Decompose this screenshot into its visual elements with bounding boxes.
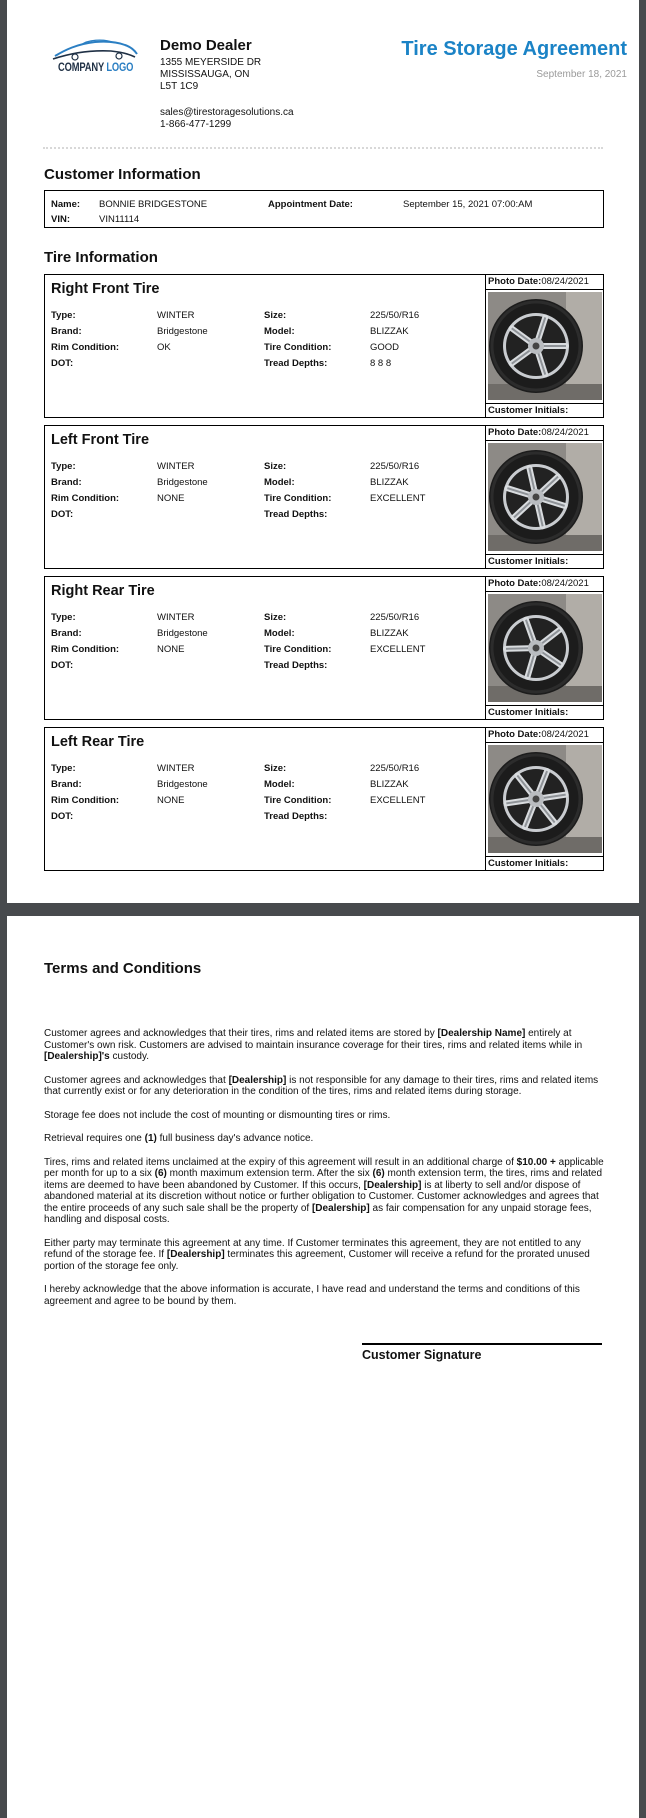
tread-depths: 8 8 8 <box>370 358 392 369</box>
customer-initials-label: Customer Initials: <box>486 705 604 719</box>
tire-condition-label: Tire Condition: <box>264 493 332 504</box>
rim-condition: NONE <box>157 644 185 655</box>
tire-size: 225/50/R16 <box>370 763 420 774</box>
terms-title: Terms and Conditions <box>44 960 202 977</box>
photo-date-value: 08/24/2021 <box>541 729 589 740</box>
terms-paragraph: Retrieval requires one (1) full business day's advance notice. <box>44 1133 314 1144</box>
rim-condition-label: Rim Condition: <box>51 795 120 806</box>
dealer-email: sales@tirestoragesolutions.ca <box>160 107 294 118</box>
tire-photo <box>488 443 602 551</box>
appointment-label: Appointment Date: <box>268 199 353 210</box>
document-page-2 <box>7 916 639 1818</box>
logo-word-logo: LOGO <box>106 60 134 74</box>
logo-word-company: COMPANY <box>58 60 104 74</box>
tire-condition-label: Tire Condition: <box>264 795 332 806</box>
terms-paragraph: I hereby acknowledge that the above information is accurate, I have read and understand the terms and conditions of this agreement and agree to be bound by them. <box>44 1284 580 1307</box>
customer-signature-label: Customer Signature <box>362 1348 482 1362</box>
model-label: Model: <box>264 477 295 488</box>
size-label: Size: <box>264 763 287 774</box>
type-label: Type: <box>51 461 76 472</box>
customer-section-title: Customer Information <box>44 166 201 183</box>
header-divider <box>43 147 603 149</box>
model-label: Model: <box>264 779 295 790</box>
type-label: Type: <box>51 310 76 321</box>
appointment-date: September 15, 2021 07:00:AM <box>403 199 533 210</box>
dot-label: DOT: <box>51 811 74 822</box>
terms-paragraph: Either party may terminate this agreement at any time. If Customer terminates this agreement, they are not entitled to any refund of the storage fee. If [Dealership] terminates this agreement, Customer will receive a refund for the prorated unused portion of the storage fee only. <box>44 1237 590 1272</box>
rim-condition-label: Rim Condition: <box>51 342 120 353</box>
customer-vin: VIN11114 <box>99 214 140 225</box>
tire-condition: EXCELLENT <box>370 644 426 655</box>
terms-paragraph: Storage fee does not include the cost of mounting or dismounting tires or rims. <box>44 1109 391 1121</box>
brand-label: Brand: <box>51 779 82 790</box>
tire-model: BLIZZAK <box>370 628 409 639</box>
document-page-1 <box>7 0 639 903</box>
photo-date <box>486 275 604 290</box>
rim-condition: NONE <box>157 795 185 806</box>
tire-size: 225/50/R16 <box>370 461 420 472</box>
photo-date-value: 08/24/2021 <box>541 578 589 589</box>
tire-card <box>44 274 604 418</box>
customer-info-box <box>44 190 604 228</box>
size-label: Size: <box>264 310 287 321</box>
tire-size: 225/50/R16 <box>370 310 420 321</box>
photo-date-label: Photo Date: <box>488 729 542 740</box>
document-date: September 18, 2021 <box>536 69 627 80</box>
tire-type: WINTER <box>157 461 195 472</box>
tire-brand: Bridgestone <box>157 477 208 488</box>
customer-initials-label: Customer Initials: <box>486 403 604 417</box>
vin-label: VIN: <box>51 214 70 225</box>
tire-name: Left Front Tire <box>51 432 150 448</box>
terms-body <box>44 1028 609 1319</box>
tire-photo <box>488 745 602 853</box>
photo-date-label: Photo Date: <box>488 578 542 589</box>
car-logo-icon <box>51 36 141 62</box>
tread-depths-label: Tread Depths: <box>264 660 328 671</box>
tire-model: BLIZZAK <box>370 779 409 790</box>
rim-condition-label: Rim Condition: <box>51 644 120 655</box>
tire-type: WINTER <box>157 763 195 774</box>
dot-label: DOT: <box>51 358 74 369</box>
logo-text <box>58 60 133 74</box>
dealer-address-line1: 1355 MEYERSIDE DR <box>160 57 262 68</box>
photo-date <box>486 728 604 743</box>
tread-depths-label: Tread Depths: <box>264 358 328 369</box>
type-label: Type: <box>51 763 76 774</box>
tire-card <box>44 727 604 871</box>
tire-model: BLIZZAK <box>370 326 409 337</box>
rim-condition-label: Rim Condition: <box>51 493 120 504</box>
photo-date-label: Photo Date: <box>488 427 542 438</box>
photo-date-value: 08/24/2021 <box>541 276 589 287</box>
photo-date <box>486 577 604 592</box>
terms-paragraph: Customer agrees and acknowledges that their tires, rims and related items are stored by [Dealership Name] entirely at Customer's own risk. Customers are advised to maintain insurance coverage for their tires, rims and related items while in [Dealership]'s custody. <box>44 1028 583 1062</box>
tire-name: Right Rear Tire <box>51 583 155 599</box>
company-logo <box>51 36 141 78</box>
brand-label: Brand: <box>51 326 82 337</box>
tire-type: WINTER <box>157 612 195 623</box>
tire-model: BLIZZAK <box>370 477 409 488</box>
rim-condition: NONE <box>157 493 185 504</box>
tire-condition-label: Tire Condition: <box>264 644 332 655</box>
dealer-address-line2: MISSISSAUGA, ON <box>160 69 250 80</box>
tread-depths-label: Tread Depths: <box>264 509 328 520</box>
name-label: Name: <box>51 199 81 210</box>
size-label: Size: <box>264 461 287 472</box>
tire-brand: Bridgestone <box>157 779 208 790</box>
tire-type: WINTER <box>157 310 195 321</box>
tire-condition: EXCELLENT <box>370 795 426 806</box>
rim-condition: OK <box>157 342 171 353</box>
photo-date-value: 08/24/2021 <box>541 427 589 438</box>
dealer-phone: 1-866-477-1299 <box>160 119 232 130</box>
tire-brand: Bridgestone <box>157 326 208 337</box>
terms-paragraph: Customer agrees and acknowledges that [Dealership] is not responsible for any damage to their tires, rims and related items that currently exist or for any deterioration in the condition of the tires, rims and related items during storage. <box>44 1074 599 1097</box>
dealer-address-line3: L5T 1C9 <box>160 81 199 92</box>
tire-name: Right Front Tire <box>51 281 160 297</box>
tire-condition-label: Tire Condition: <box>264 342 332 353</box>
model-label: Model: <box>264 326 295 337</box>
customer-initials-label: Customer Initials: <box>486 554 604 568</box>
tire-name: Left Rear Tire <box>51 734 145 750</box>
dot-label: DOT: <box>51 660 74 671</box>
tire-section-title: Tire Information <box>44 249 158 266</box>
dealer-name: Demo Dealer <box>160 37 252 54</box>
dot-label: DOT: <box>51 509 74 520</box>
brand-label: Brand: <box>51 477 82 488</box>
customer-initials-label: Customer Initials: <box>486 856 604 870</box>
tire-brand: Bridgestone <box>157 628 208 639</box>
tread-depths-label: Tread Depths: <box>264 811 328 822</box>
type-label: Type: <box>51 612 76 623</box>
dealer-info <box>160 37 360 131</box>
size-label: Size: <box>264 612 287 623</box>
customer-name: BONNIE BRIDGESTONE <box>99 199 208 210</box>
tire-photo <box>488 292 602 400</box>
tire-condition: GOOD <box>370 342 400 353</box>
photo-date-label: Photo Date: <box>488 276 542 287</box>
tire-condition: EXCELLENT <box>370 493 426 504</box>
signature-line <box>362 1343 602 1345</box>
brand-label: Brand: <box>51 628 82 639</box>
tire-card <box>44 576 604 720</box>
photo-date <box>486 426 604 441</box>
model-label: Model: <box>264 628 295 639</box>
tire-photo <box>488 594 602 702</box>
terms-paragraph: Tires, rims and related items unclaimed at the expiry of this agreement will result in an additional charge of $10.00 + applicable per month for up to a six (6) month maximum extension term. After the six (6) month extension term, the tires, rims and related items are deemed to have been abandoned by Customer. If this occurs, [Dealership] is at liberty to sell and/or dispose of abandoned material at its discretion without notice or further obligation to Customer. Customer acknowledges and agrees that the entire proceeds of any such sale shall be the property of [Dealership] as fair compensation for any unpaid storage fees, handling and disposal costs. <box>44 1156 604 1225</box>
tire-card <box>44 425 604 569</box>
document-title: Tire Storage Agreement <box>401 38 627 60</box>
tire-size: 225/50/R16 <box>370 612 420 623</box>
